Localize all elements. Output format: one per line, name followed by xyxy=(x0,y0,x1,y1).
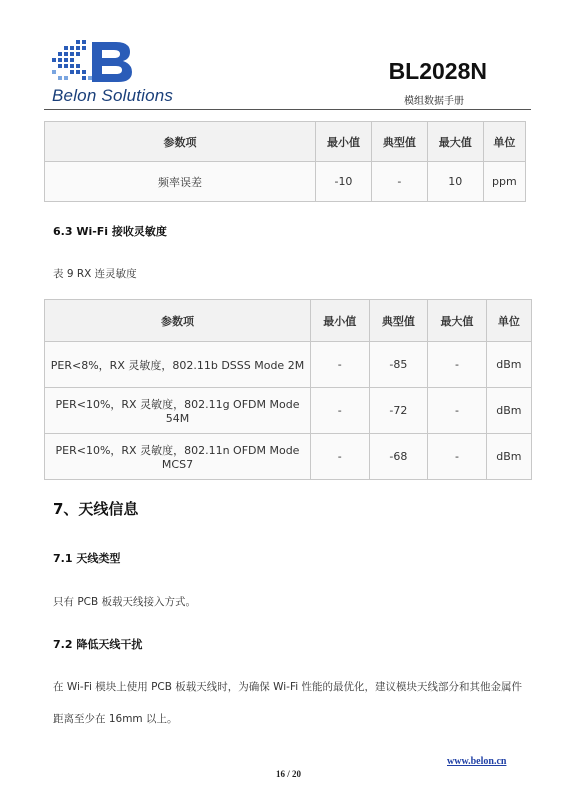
document-subtitle: 模组数据手册 xyxy=(404,96,464,107)
section-7-2-text-line2: 距离至少在 16mm 以上。 xyxy=(53,713,178,725)
section-7-1-text: 只有 PCB 板载天线接入方式。 xyxy=(53,596,197,608)
cell-unit: dBm xyxy=(486,342,531,388)
cell-min: - xyxy=(311,434,370,480)
col-header-unit: 单位 xyxy=(483,122,525,162)
table-caption: 表 9 RX 连灵敏度 xyxy=(53,268,137,280)
belon-logo xyxy=(50,40,136,86)
col-header-unit: 单位 xyxy=(486,300,531,342)
section-7-2-heading: 7.2 降低天线干扰 xyxy=(53,638,143,651)
rx-sensitivity-table xyxy=(44,299,532,480)
table-header-row xyxy=(45,122,526,162)
section-7-1-heading: 7.1 天线类型 xyxy=(53,552,121,565)
cell-param: PER<8%，RX 灵敏度，802.11b DSSS Mode 2M xyxy=(45,342,311,388)
page-number: 16 / 20 xyxy=(276,769,302,779)
cell-max: - xyxy=(428,434,487,480)
table-row xyxy=(45,388,532,434)
col-header-typ: 典型值 xyxy=(369,300,428,342)
cell-unit: dBm xyxy=(486,388,531,434)
cell-typ: -85 xyxy=(369,342,428,388)
frequency-error-table xyxy=(44,121,526,202)
cell-max: - xyxy=(428,388,487,434)
section-7-2-text-line1: 在 Wi-Fi 模块上使用 PCB 板载天线时，为确保 Wi-Fi 性能的最优化，建议模块天线部分和其他金属件 xyxy=(53,681,522,693)
cell-unit: ppm xyxy=(483,162,525,202)
table-header-row xyxy=(45,300,532,342)
cell-max: - xyxy=(428,342,487,388)
cell-param: PER<10%，RX 灵敏度，802.11g OFDM Mode 54M xyxy=(45,388,311,434)
cell-min: - xyxy=(311,342,370,388)
header-divider xyxy=(44,109,531,110)
col-header-max: 最大值 xyxy=(427,122,483,162)
model-number: BL2028N xyxy=(388,58,487,84)
table-row xyxy=(45,434,532,480)
cell-max: 10 xyxy=(427,162,483,202)
section-6-3-heading: 6.3 Wi-Fi 接收灵敏度 xyxy=(53,225,167,238)
cell-param: 频率误差 xyxy=(45,162,316,202)
cell-typ: -72 xyxy=(369,388,428,434)
col-header-param: 参数项 xyxy=(45,300,311,342)
col-header-param: 参数项 xyxy=(45,122,316,162)
cell-min: - xyxy=(311,388,370,434)
col-header-min: 最小值 xyxy=(316,122,372,162)
col-header-min: 最小值 xyxy=(311,300,370,342)
brand-name: Belon Solutions xyxy=(52,86,174,105)
cell-param: PER<10%，RX 灵敏度，802.11n OFDM Mode MCS7 xyxy=(45,434,311,480)
table-row xyxy=(45,342,532,388)
col-header-typ: 典型值 xyxy=(371,122,427,162)
cell-unit: dBm xyxy=(486,434,531,480)
col-header-max: 最大值 xyxy=(428,300,487,342)
cell-typ: -68 xyxy=(369,434,428,480)
section-7-heading: 7、天线信息 xyxy=(53,500,139,518)
page-header xyxy=(0,0,575,115)
cell-min: -10 xyxy=(316,162,372,202)
cell-typ: - xyxy=(371,162,427,202)
table-row xyxy=(45,162,526,202)
website-link[interactable]: www.belon.cn xyxy=(447,756,507,767)
